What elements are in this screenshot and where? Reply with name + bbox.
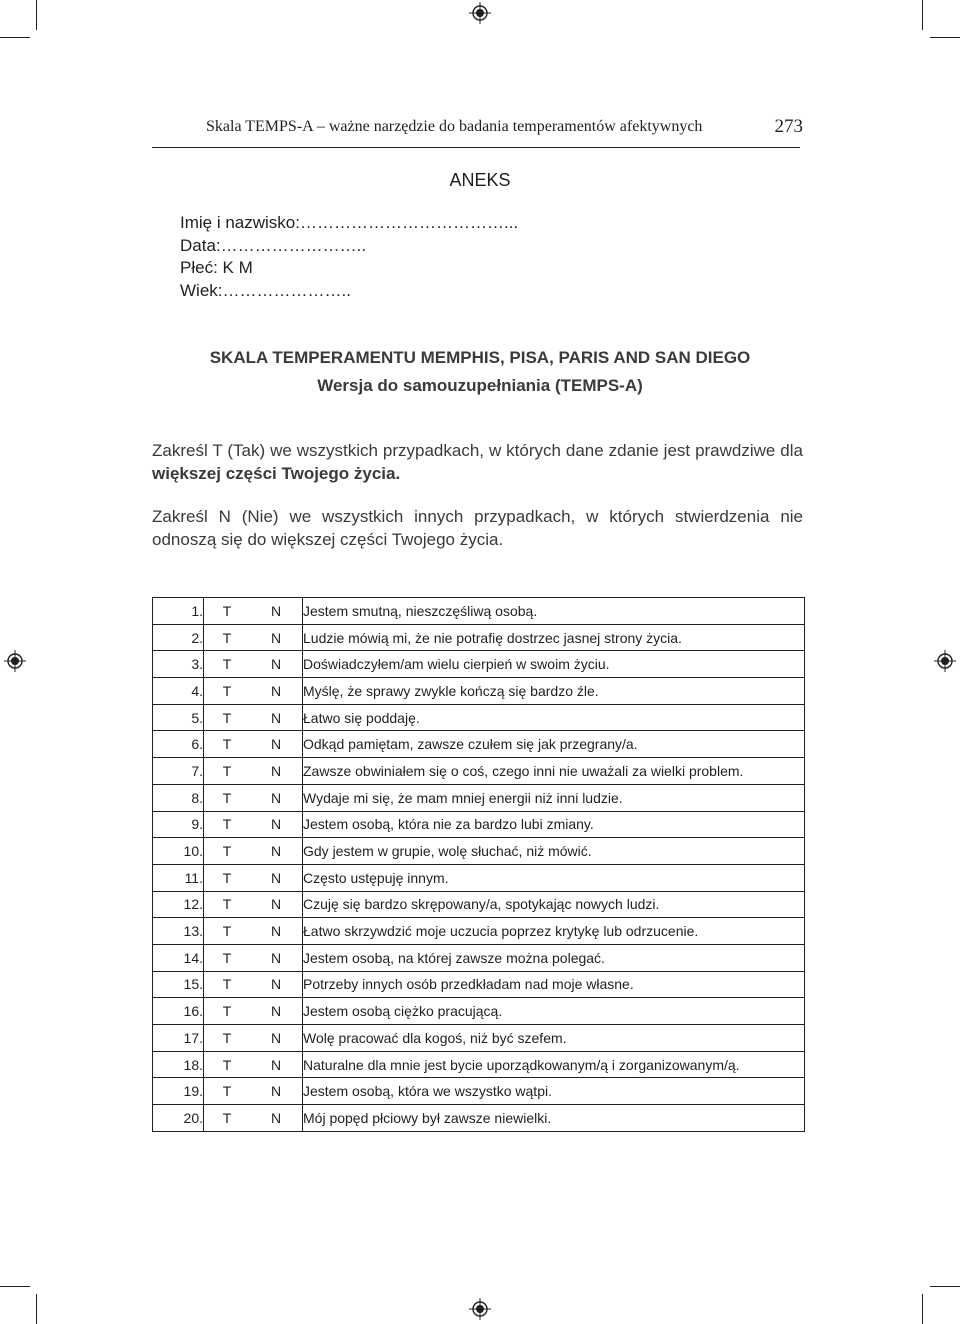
- item-statement: Odkąd pamiętam, zawsze czułem się jak przegrany/a.: [303, 731, 805, 758]
- item-statement: Doświadczyłem/am wielu cierpień w swoim życiu.: [303, 651, 805, 678]
- item-number: 2.: [153, 624, 204, 651]
- items-table: [152, 597, 805, 1132]
- section-label: ANEKS: [449, 170, 511, 190]
- answer-false-option[interactable]: N: [250, 811, 303, 838]
- answer-false-option[interactable]: N: [250, 651, 303, 678]
- item-statement: Wolę pracować dla kogoś, niż być szefem.: [303, 1025, 805, 1052]
- instruction-false: Zakreśl N (Nie) we wszystkich innych przypadkach, w których stwierdzenia nie odnoszą się do większej części Twojego życia.: [152, 507, 803, 549]
- form-fields: [180, 212, 518, 302]
- answer-true-option[interactable]: T: [204, 891, 251, 918]
- answer-false-option[interactable]: N: [250, 678, 303, 705]
- answer-true-option[interactable]: T: [204, 704, 251, 731]
- item-number: 6.: [153, 731, 204, 758]
- answer-true-option[interactable]: T: [204, 784, 251, 811]
- table-row: [153, 811, 805, 838]
- item-number: 11.: [153, 864, 204, 891]
- table-row: [153, 1025, 805, 1052]
- answer-false-option[interactable]: N: [250, 624, 303, 651]
- answer-false-option[interactable]: N: [250, 1025, 303, 1052]
- answer-false-option[interactable]: N: [250, 784, 303, 811]
- item-statement: Ludzie mówią mi, że nie potrafię dostrzec jasnej strony życia.: [303, 624, 805, 651]
- item-number: 17.: [153, 1025, 204, 1052]
- crop-mark-top-right-h: [930, 37, 960, 38]
- item-number: 5.: [153, 704, 204, 731]
- items-table-body: [153, 598, 805, 1132]
- answer-false-option[interactable]: N: [250, 838, 303, 865]
- field-sex: Płeć: K M: [180, 258, 253, 277]
- item-number: 15.: [153, 971, 204, 998]
- item-number: 1.: [153, 598, 204, 625]
- registration-mark-left: [4, 650, 26, 672]
- answer-false-option[interactable]: N: [250, 944, 303, 971]
- answer-true-option[interactable]: T: [204, 971, 251, 998]
- registration-mark-right: [934, 650, 956, 672]
- table-row: [153, 758, 805, 785]
- item-statement: Jestem osobą, która we wszystko wątpi.: [303, 1078, 805, 1105]
- answer-false-option[interactable]: N: [250, 704, 303, 731]
- registration-mark-top: [469, 2, 491, 24]
- table-row: [153, 731, 805, 758]
- answer-true-option[interactable]: T: [204, 838, 251, 865]
- table-row: [153, 864, 805, 891]
- table-row: [153, 838, 805, 865]
- field-name: Imię i nazwisko:………………………………...: [180, 213, 519, 232]
- answer-true-option[interactable]: T: [204, 624, 251, 651]
- table-row: [153, 598, 805, 625]
- answer-false-option[interactable]: N: [250, 731, 303, 758]
- answer-false-option[interactable]: N: [250, 1105, 303, 1132]
- item-statement: Łatwo skrzywdzić moje uczucia poprzez krytykę lub odrzucenie.: [303, 918, 805, 945]
- item-number: 8.: [153, 784, 204, 811]
- item-number: 9.: [153, 811, 204, 838]
- answer-false-option[interactable]: N: [250, 1051, 303, 1078]
- answer-true-option[interactable]: T: [204, 1078, 251, 1105]
- answer-false-option[interactable]: N: [250, 1078, 303, 1105]
- answer-true-option[interactable]: T: [204, 864, 251, 891]
- item-number: 13.: [153, 918, 204, 945]
- answer-true-option[interactable]: T: [204, 811, 251, 838]
- item-number: 20.: [153, 1105, 204, 1132]
- item-number: 10.: [153, 838, 204, 865]
- item-statement: Gdy jestem w grupie, wolę słuchać, niż mówić.: [303, 838, 805, 865]
- item-statement: Często ustępuję innym.: [303, 864, 805, 891]
- answer-true-option[interactable]: T: [204, 1025, 251, 1052]
- item-statement: Jestem osobą, która nie za bardzo lubi zmiany.: [303, 811, 805, 838]
- item-number: 12.: [153, 891, 204, 918]
- item-statement: Potrzeby innych osób przedkładam nad moje własne.: [303, 971, 805, 998]
- header-rule: [152, 147, 800, 148]
- crop-mark-top-left-h: [0, 37, 30, 38]
- item-statement: Wydaje mi się, że mam mniej energii niż inni ludzie.: [303, 784, 805, 811]
- crop-mark-bottom-right: [922, 1294, 923, 1324]
- item-statement: Jestem osobą ciężko pracującą.: [303, 998, 805, 1025]
- item-statement: Zawsze obwiniałem się o coś, czego inni nie uważali za wielki problem.: [303, 758, 805, 785]
- table-row: [153, 678, 805, 705]
- item-number: 7.: [153, 758, 204, 785]
- item-statement: Naturalne dla mnie jest bycie uporządkowanym/ą i zorganizowanym/ą.: [303, 1051, 805, 1078]
- answer-false-option[interactable]: N: [250, 758, 303, 785]
- answer-true-option[interactable]: T: [204, 758, 251, 785]
- table-row: [153, 624, 805, 651]
- table-row: [153, 918, 805, 945]
- crop-mark-top-right: [922, 0, 923, 30]
- item-number: 18.: [153, 1051, 204, 1078]
- table-row: [153, 651, 805, 678]
- answer-false-option[interactable]: N: [250, 971, 303, 998]
- answer-false-option[interactable]: N: [250, 864, 303, 891]
- answer-false-option[interactable]: N: [250, 998, 303, 1025]
- instruction-true-text: Zakreśl T (Tak) we wszystkich przypadkach, w których dane zdanie jest prawdziwe dla: [152, 441, 803, 460]
- item-number: 16.: [153, 998, 204, 1025]
- table-row: [153, 891, 805, 918]
- table-row: [153, 1105, 805, 1132]
- table-row: [153, 998, 805, 1025]
- answer-true-option[interactable]: T: [204, 918, 251, 945]
- answer-true-option[interactable]: T: [204, 1105, 251, 1132]
- scale-title: SKALA TEMPERAMENTU MEMPHIS, PISA, PARIS AND SAN DIEGO: [209, 348, 751, 367]
- item-statement: Łatwo się poddaję.: [303, 704, 805, 731]
- item-number: 19.: [153, 1078, 204, 1105]
- registration-mark-bottom: [469, 1298, 491, 1320]
- answer-false-option[interactable]: N: [250, 891, 303, 918]
- item-statement: Mój popęd płciowy był zawsze niewielki.: [303, 1105, 805, 1132]
- answer-true-option[interactable]: T: [204, 598, 251, 625]
- crop-mark-bottom-right-h: [930, 1286, 960, 1287]
- scale-subtitle: Wersja do samouzupełniania (TEMPS-A): [317, 376, 643, 395]
- answer-false-option[interactable]: N: [250, 598, 303, 625]
- item-statement: Jestem smutną, nieszczęśliwą osobą.: [303, 598, 805, 625]
- answer-true-option[interactable]: T: [204, 678, 251, 705]
- answer-true-option[interactable]: T: [204, 731, 251, 758]
- crop-mark-bottom-left-h: [0, 1286, 30, 1287]
- table-row: [153, 784, 805, 811]
- item-statement: Jestem osobą, na której zawsze można polegać.: [303, 944, 805, 971]
- field-age: Wiek:…………………..: [180, 280, 351, 300]
- crop-mark-bottom-left: [36, 1294, 37, 1324]
- page-number: 273: [774, 116, 803, 137]
- answer-true-option[interactable]: T: [204, 998, 251, 1025]
- answer-true-option[interactable]: T: [204, 1051, 251, 1078]
- item-number: 14.: [153, 944, 204, 971]
- field-date: Data:……………………..: [180, 235, 367, 255]
- table-row: [153, 1051, 805, 1078]
- table-row: [153, 704, 805, 731]
- instruction-true-emphasis: większej części Twojego życia.: [152, 463, 401, 483]
- answer-true-option[interactable]: T: [204, 944, 251, 971]
- table-row: [153, 1078, 805, 1105]
- instruction-true: [152, 440, 803, 485]
- answer-true-option[interactable]: T: [204, 651, 251, 678]
- running-head-title: Skala TEMPS-A – ważne narzędzie do badania temperamentów afektywnych: [206, 118, 703, 135]
- item-statement: Czuję się bardzo skrępowany/a, spotykając nowych ludzi.: [303, 891, 805, 918]
- item-number: 3.: [153, 651, 204, 678]
- crop-mark-top-left: [36, 0, 37, 30]
- item-statement: Myślę, że sprawy zwykle kończą się bardzo źle.: [303, 678, 805, 705]
- answer-false-option[interactable]: N: [250, 918, 303, 945]
- item-number: 4.: [153, 678, 204, 705]
- table-row: [153, 944, 805, 971]
- table-row: [153, 971, 805, 998]
